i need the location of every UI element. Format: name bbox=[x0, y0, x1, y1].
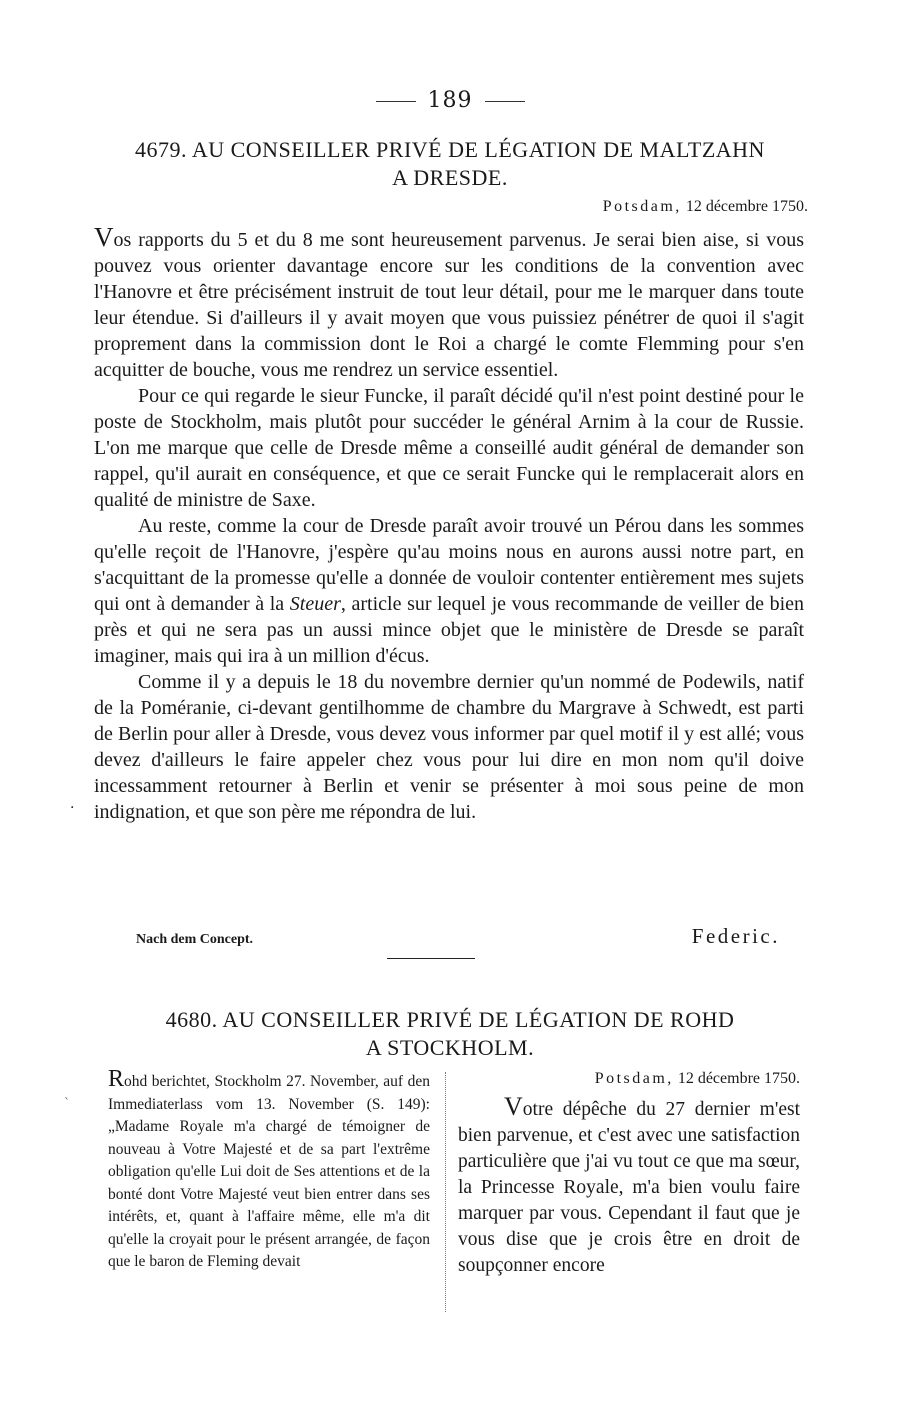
letter-4679-paragraph-4: Comme il y a depuis le 18 du novembre dernier qu'un nommé de Podewils, natif de la Poméranie, ci-devant gentilhomme de chambre du Margrave à Schwedt, est parti de Berlin pour aller à Dresde, vous devez vous informer par quel motif il y est allé; vous devez d'ailleurs le faire appeler chez vous pour lui dire en mon nom qu'il doive incessamment retourner à Berlin et venir se présenter à moi sous peine de mon indignation, et que son père me répondra de lui. bbox=[94, 671, 804, 823]
letter-4680-report-column bbox=[108, 1068, 430, 1274]
letter-4679-body bbox=[94, 224, 804, 825]
letter-4680-reply-column bbox=[458, 1068, 800, 1279]
header-dash-right bbox=[485, 101, 525, 102]
margin-mark: · bbox=[70, 800, 75, 816]
paragraph-text: Au reste, comme la cour de Dresde paraît avoir trouvé un Pérou dans les sommes qu'elle reçoit de l'Hanovre, j'espère qu'au moins nous en aurons aussi notre part, en s'acquittant de la promesse qu'elle a donnée de vouloir contenter entièrement mes sujets qui ont à demander à la bbox=[94, 515, 804, 615]
signature: Federic. bbox=[691, 924, 780, 948]
letter-4680-date: 12 décembre 1750. bbox=[677, 1070, 800, 1087]
letter-4680-title-line1: 4680. AU CONSEILLER PRIVÉ DE LÉGATION DE ROHD bbox=[165, 1007, 735, 1032]
dropcap: V bbox=[504, 1092, 523, 1121]
header-dash-left bbox=[376, 101, 416, 102]
source-note: Nach dem Concept. bbox=[136, 932, 254, 947]
letter-4679-title bbox=[90, 136, 810, 192]
letter-4679-title-line1: 4679. AU CONSEILLER PRIVÉ DE LÉGATION DE MALTZAHN bbox=[135, 137, 765, 162]
letter-4679-date: 12 décembre 1750. bbox=[685, 198, 808, 215]
reply-text bbox=[458, 1094, 800, 1279]
paragraph-text: otre dépêche du 27 dernier m'est bien parvenue, et c'est avec une satisfaction particulière que j'ai vu tout ce que ma sœur, la Princesse Royale, m'a bien voulu faire marquer par vous. Cependant il faut que je vous dise que je crois être en droit de soupçonner encore bbox=[458, 1099, 800, 1276]
letter-4679-paragraph-1 bbox=[94, 224, 804, 383]
letter-4680-dateline bbox=[458, 1068, 800, 1090]
page-header bbox=[0, 88, 900, 113]
column-divider bbox=[445, 1072, 446, 1312]
section-divider bbox=[387, 958, 475, 959]
letter-4679-dateline bbox=[603, 198, 808, 216]
dropcap: R bbox=[108, 1066, 125, 1092]
letter-4679-footer bbox=[136, 924, 780, 948]
paragraph-text: ohd berichtet, Stockholm 27. November, auf den Immediaterlass vom 13. November (S. 149): „Madame Royale m'a chargé de témoigner de nouveau à Votre Majesté et de sa part l'extrême obligation qu'elle Lui doit de Ses attentions et de la bonté dont Votre Majesté veut bien entrer dans ses intérêts, et, quant à l'affaire même, elle m'a dit qu'elle la croyait pour le présent arrangée, de façon que le baron de Fleming devait bbox=[108, 1073, 430, 1270]
margin-mark: ` bbox=[64, 1096, 70, 1110]
report-text bbox=[108, 1068, 430, 1274]
letter-4680-date-place: Potsdam, bbox=[594, 1070, 674, 1087]
paragraph-text: , article sur lequel je vous recommande de veiller de bien près et qui ne sera pas un aussi mince objet que le ministère de Dresde se paraît imaginer, mais qui ira à un million d'écus. bbox=[94, 593, 804, 667]
page-number: 189 bbox=[427, 88, 473, 113]
letter-4680-title-line2: A STOCKHOLM. bbox=[365, 1035, 535, 1060]
italic-term: Steuer bbox=[289, 593, 341, 615]
letter-4679-title-line2: A DRESDE. bbox=[392, 165, 508, 190]
letter-4679-date-place: Potsdam, bbox=[602, 198, 682, 215]
letter-4679-paragraph-3 bbox=[94, 513, 804, 669]
paragraph-text: os rapports du 5 et du 8 me sont heureusement parvenus. Je serai bien aise, si vous pouvez vous orienter davantage encore sur les conditions de la convention avec l'Hanovre et être précisément instruit de tout leur détail, pour me le marquer dans toute leur étendue. Si d'ailleurs il y avait moyen que vous puissiez pénétrer de quoi il s'agit proprement dans la commission dont le Roi a chargé le comte Flemming pour s'en acquitter de bouche, vous me rendrez un service essentiel. bbox=[94, 229, 804, 381]
dropcap: V bbox=[94, 222, 114, 252]
letter-4679-paragraph-2: Pour ce qui regarde le sieur Funcke, il paraît décidé qu'il n'est point destiné pour le poste de Stockholm, mais plutôt pour succéder le général Arnim à la cour de Russie. L'on me marque que celle de Dresde même a conseillé audit général de demander son rappel, qu'il aurait en conséquence, et que ce serait Funcke qui le remplacerait alors en qualité de ministre de Saxe. bbox=[94, 385, 804, 511]
letter-4680-title bbox=[90, 1006, 810, 1062]
